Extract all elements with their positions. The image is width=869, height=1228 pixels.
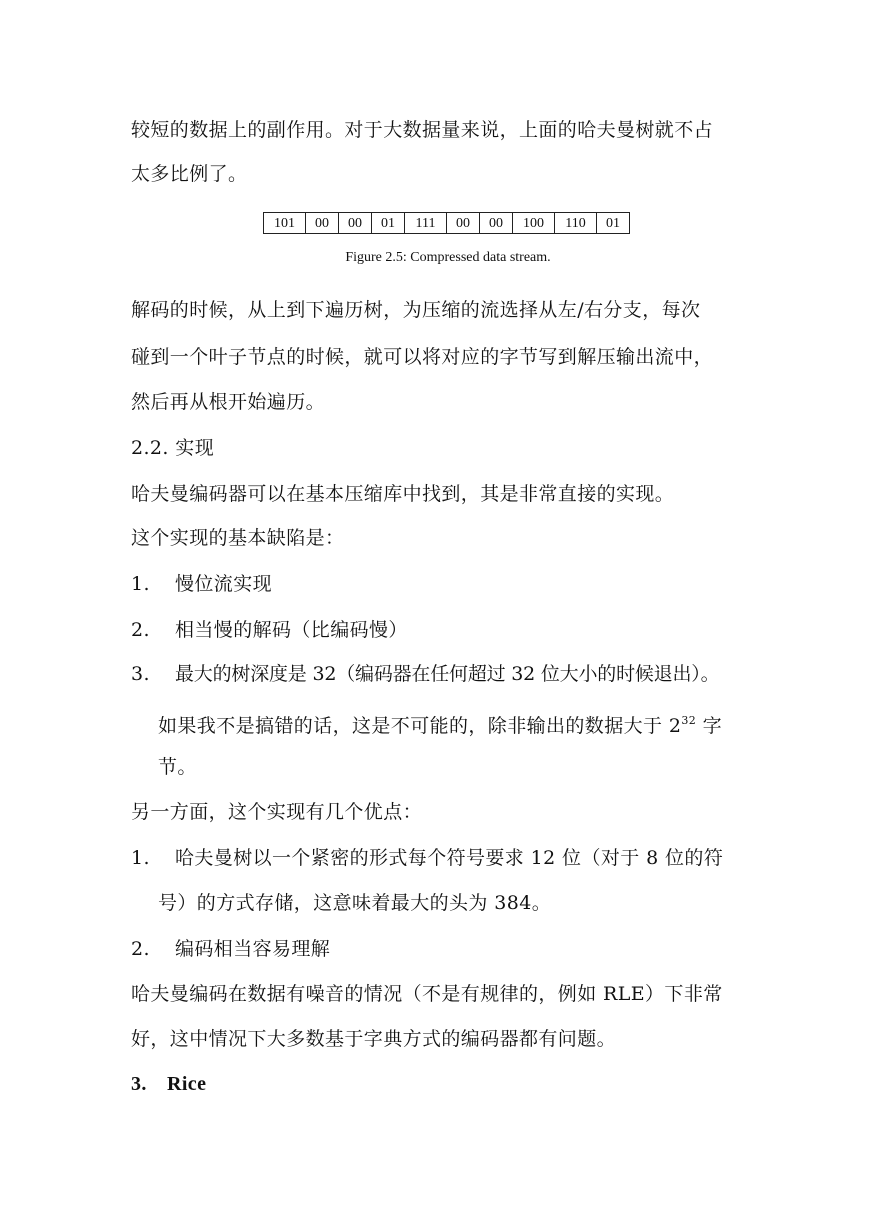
paragraph-line: 然后再从根开始遍历。	[131, 391, 326, 413]
list-item	[131, 937, 330, 961]
list-item	[131, 572, 272, 596]
paragraph-line: 哈夫曼编码在数据有噪音的情况（不是有规律的，例如 RLE）下非常	[131, 983, 723, 1005]
paragraph-line: 太多比例了。	[131, 163, 248, 185]
section-heading-2-2: 2.2. 实现	[131, 437, 215, 459]
figure-caption: Figure 2.5: Compressed data stream.	[345, 250, 551, 265]
stream-cell: 01	[372, 213, 405, 234]
paragraph-line: 这个实现的基本缺陷是：	[131, 527, 345, 549]
superscript: 32	[681, 714, 697, 727]
list-continuation: 节。	[158, 756, 197, 778]
section-heading-3	[131, 1072, 206, 1096]
list-continuation: 如果我不是搞错的话，这是不可能的，除非输出的数据大于 $2^{32}$ 字	[158, 714, 722, 737]
paragraph-line: 好，这中情况下大多数基于字典方式的编码器都有问题。	[131, 1028, 617, 1050]
paragraph-line: 另一方面，这个实现有几个优点：	[131, 801, 423, 823]
list-item	[131, 846, 723, 870]
section-title: Rice	[167, 1073, 207, 1095]
list-item	[131, 618, 408, 642]
stream-cell: 00	[306, 213, 339, 234]
list-text: 哈夫曼树以一个紧密的形式每个符号要求 12 位（对于 8 位的符	[175, 847, 724, 869]
section-number: 3.	[131, 1073, 147, 1095]
stream-cell: 110	[555, 213, 597, 234]
paragraph-line: 哈夫曼编码器可以在基本压缩库中找到，其是非常直接的实现。	[131, 483, 675, 505]
stream-cell: 00	[447, 213, 480, 234]
paragraph-line: 较短的数据上的副作用。对于大数据量来说，上面的哈夫曼树就不占	[131, 119, 714, 141]
stream-cell: 01	[597, 213, 630, 234]
list-number: 3.	[131, 663, 150, 685]
list-number: 2.	[131, 938, 150, 960]
list-item	[131, 662, 719, 686]
list-number: 1.	[131, 847, 150, 869]
stream-cell: 100	[513, 213, 555, 234]
list-text: 最大的树深度是 32（编码器在任何超过 32 位大小的时候退出）。	[175, 663, 720, 685]
stream-cell: 00	[339, 213, 372, 234]
stream-cell: 00	[480, 213, 513, 234]
compressed-data-stream-figure	[263, 212, 630, 234]
stream-cell: 111	[405, 213, 447, 234]
stream-cell: 101	[264, 213, 306, 234]
list-number: 2.	[131, 619, 150, 641]
list-text: 编码相当容易理解	[175, 938, 331, 960]
list-continuation: 号）的方式存储，这意味着最大的头为 384。	[158, 892, 552, 914]
list-text: 相当慢的解码（比编码慢）	[175, 619, 408, 641]
list-text: 慢位流实现	[175, 573, 273, 595]
paragraph-line: 碰到一个叶子节点的时候，就可以将对应的字节写到解压输出流中，	[131, 346, 714, 368]
list-number: 1.	[131, 573, 150, 595]
paragraph-line: 解码的时候，从上到下遍历树，为压缩的流选择从左/右分支，每次	[131, 299, 701, 321]
